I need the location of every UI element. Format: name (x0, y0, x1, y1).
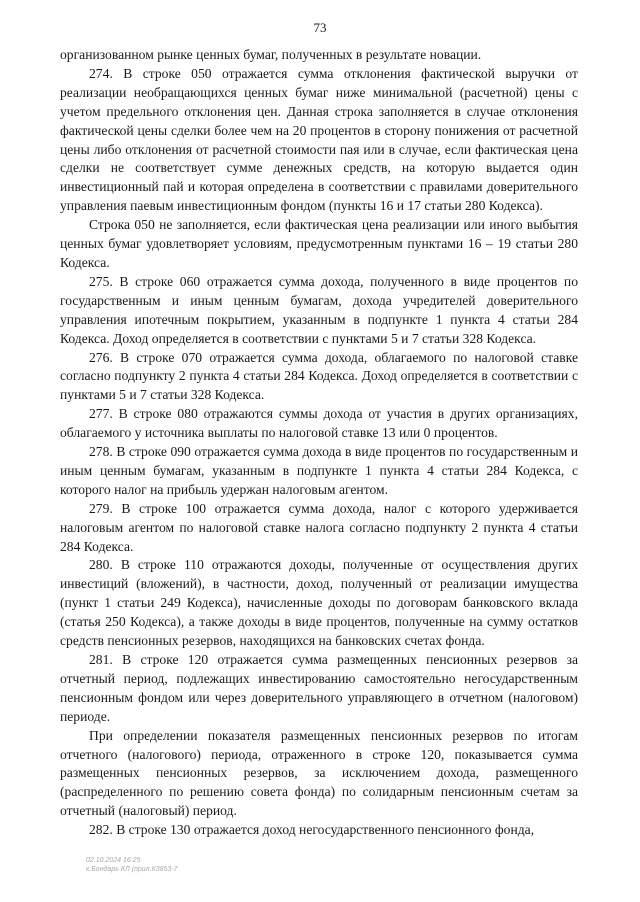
paragraph-continuation: организованном рынке ценных бумаг, полученных в результате новации. (60, 47, 482, 62)
paragraph-line-050-note: Строка 050 не заполняется, если фактическая цена реализации или иного выбытия ценных бумаг удовлетворяет условиям, предусмотренным пунктами 16 – 19 статьи 280 Кодекса. (60, 217, 578, 270)
document-body (60, 46, 578, 840)
paragraph-278: 278. В строке 090 отражается сумма дохода в виде процентов по государственным и иным ценным бумагам, указанным в подпункте 1 пункта 4 статьи 284 Кодекса, с которого налог на прибыль удержан налоговым агентом. (60, 444, 578, 497)
paragraph-277: 277. В строке 080 отражаются суммы дохода от участия в других организациях, облагаемого у источника выплаты по налоговой ставке 13 или 0 процентов. (60, 406, 578, 441)
paragraph-281: 281. В строке 120 отражается сумма размещенных пенсионных резервов за отчетный период, подлежащих инвестированию самостоятельно негосударственным пенсионным фондом или через доверительного управляющего в отчетном (налоговом) периоде. (60, 652, 578, 724)
page-number: 73 (313, 20, 327, 35)
paragraph-281-note: При определении показателя размещенных пенсионных резервов по итогам отчетного (налогового) периода, отраженного в строке 120, показывается сумма размещенных пенсионных резервов, за исключением дохода, размещенного (распределенного по решению совета фонда) по солидарным пенсионным счетам за отчетный (налоговый) период. (60, 727, 578, 819)
paragraph-274: 274. В строке 050 отражается сумма отклонения фактической выручки от реализации необращающихся ценных бумаг ниже минимальной (расчетной) цены с учетом предельного отклонения цен. Данная строка заполняется в случае отклонения фактической цены сделки более чем на 20 процентов в сторону понижения от расчетной цены либо отклонения от расчетной стоимости пая или в случае, если фактическая цена сделки не соответствует сумме денежных средств, на которую выдается один инвестиционный пай и которая определена в соответствии с правилами доверительного управления паевым инвестиционным фондом (пункты 16 и 17 статьи 280 Кодекса). (60, 65, 578, 214)
paragraph-276: 276. В строке 070 отражается сумма дохода, облагаемого по налоговой ставке согласно подпункту 2 пункта 4 статьи 284 Кодекса. Доход определяется в соответствии с пунктами 5 и 7 статьи 328 Кодекса. (60, 349, 578, 403)
stamp-line-2: к.Бондарь КЛ (прил.К3853-7 (86, 866, 178, 873)
paragraph-279: 279. В строке 100 отражается сумма дохода, налог с которого удерживается налоговым агентом по налоговой ставке налога согласно подпункту 2 пункта 4 статьи 284 Кодекса. (60, 500, 578, 554)
registration-stamp (86, 856, 178, 874)
paragraph-275: 275. В строке 060 отражается сумма дохода, полученного в виде процентов по государственным и иным ценным бумагам, дохода учредителей доверительного управления ипотечным покрытием, указанным в подпункте 1 пункта 4 статьи 284 Кодекса. Доход определяется в соответствии с пунктами 5 и 7 статьи 328 Кодекса. (60, 273, 578, 346)
paragraph-280: 280. В строке 110 отражаются доходы, полученные от осуществления других инвестиций (вложений), в частности, доход, полученный от реализации имущества (пункт 1 статьи 249 Кодекса), начисленные доходы по договорам банковского вклада (статья 250 Кодекса), а также доходы в виде процентов, полученные на сумму остатков средств пенсионных резервов, находящихся на банковских счетах фонда. (60, 557, 578, 649)
paragraph-282: 282. В строке 130 отражается доход негосударственного пенсионного фонда, (89, 822, 535, 838)
stamp-line-1: 02.10.2024 16:25 (86, 857, 141, 864)
